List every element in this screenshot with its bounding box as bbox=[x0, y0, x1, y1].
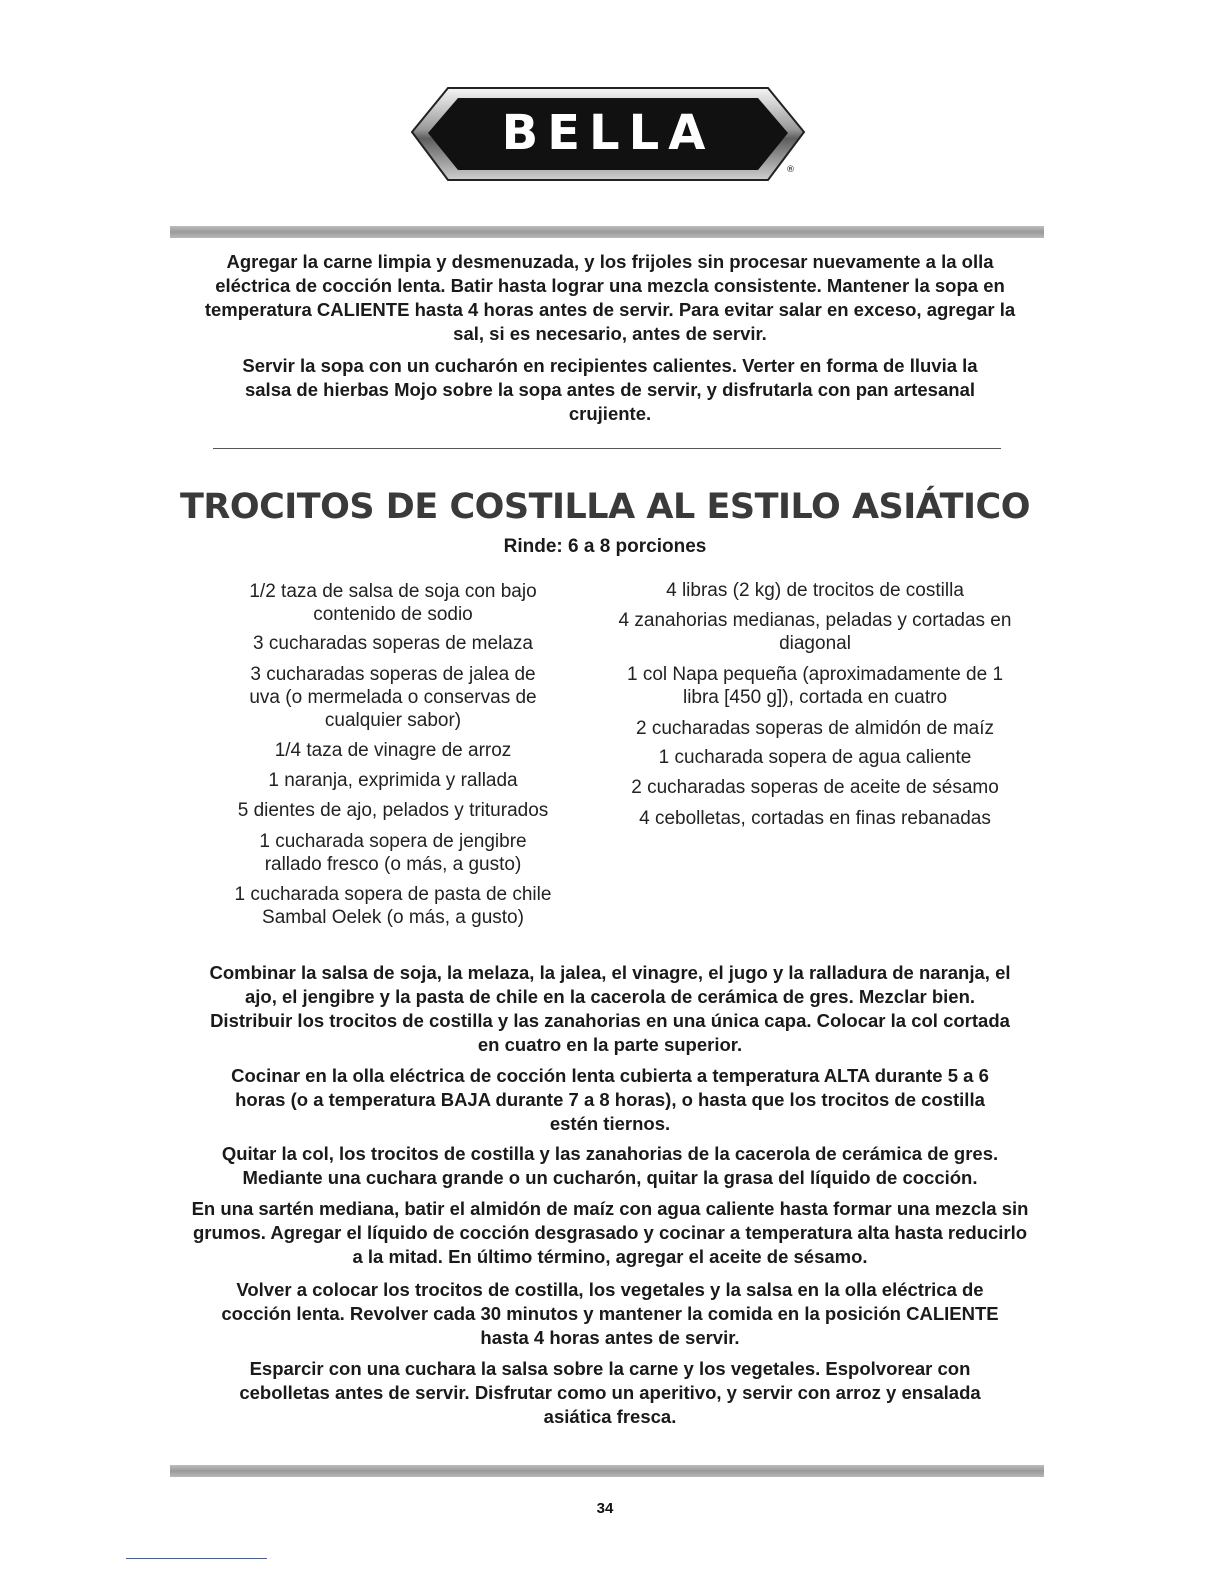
logo-badge bbox=[408, 80, 808, 190]
registered-mark: ® bbox=[786, 165, 795, 175]
ingredient-right-7: 4 cebolletas, cortadas en finas rebanadas bbox=[639, 808, 991, 829]
method-step-2: Cocinar en la olla eléctrica de cocción lenta cubierta a temperatura ALTA durante 5 a 6 horas (o a temperatura BAJA durante 7 a 8 horas), o hasta que los trocitos de costilla estén tiernos. bbox=[231, 1065, 989, 1134]
ingredient-left-4: 1/4 taza de vinagre de arroz bbox=[274, 740, 512, 761]
ingredient-right-3: 1 col Napa pequeña (aproximadamente de 1 libra [450 g]), cortada en cuatro bbox=[626, 664, 1004, 708]
ingredient-right-6: 2 cucharadas soperas de aceite de sésamo bbox=[631, 777, 999, 798]
recipe-yield: Rinde: 6 a 8 porciones bbox=[503, 536, 707, 557]
section-divider bbox=[213, 448, 1001, 449]
ingredient-left-6: 5 dientes de ajo, pelados y triturados bbox=[237, 800, 549, 821]
brand-logo bbox=[408, 80, 808, 190]
ingredient-left-3: 3 cucharadas soperas de jalea de uva (o mermelada o conservas de cualquier sabor) bbox=[249, 664, 537, 731]
ingredient-right-5: 1 cucharada sopera de agua caliente bbox=[658, 747, 972, 768]
logo-text: BELLA bbox=[501, 105, 715, 161]
ingredient-left-7: 1 cucharada sopera de jengibre rallado fresco (o más, a gusto) bbox=[259, 831, 527, 875]
method-step-4: En una sartén mediana, batir el almidón de maíz con agua caliente hasta formar una mezcla sin grumos. Agregar el líquido de cocción desgrasado y cocinar a temperatura alta hasta reducirlo a la mitad. En último término, agregar el aceite de sésamo. bbox=[191, 1198, 1029, 1267]
ingredient-right-4: 2 cucharadas soperas de almidón de maíz bbox=[635, 718, 995, 739]
method-step-6: Esparcir con una cuchara la salsa sobre la carne y los vegetales. Espolvorear con cebolletas antes de servir. Disfrutar como un aperitivo, y servir con arroz y ensalada asiática fresca. bbox=[239, 1358, 981, 1427]
ingredient-left-5: 1 naranja, exprimida y rallada bbox=[268, 770, 518, 791]
intro-paragraph-2: Servir la sopa con un cucharón en recipientes calientes. Verter en forma de lluvia la salsa de hierbas Mojo sobre la sopa antes de servir, y disfrutarla con pan artesanal crujiente. bbox=[242, 355, 978, 424]
ingredient-right-2: 4 zanahorias medianas, peladas y cortadas en diagonal bbox=[618, 610, 1012, 654]
recipe-title: TROCITOS DE COSTILLA AL ESTILO ASIÁTICO bbox=[180, 487, 1030, 527]
method-step-1: Combinar la salsa de soja, la melaza, la jalea, el vinagre, el jugo y la ralladura de naranja, el ajo, el jengibre y la pasta de chile en la cacerola de cerámica de gres. Mezclar bien. Distribuir los trocitos de costilla y las zanahorias en una única capa. Colocar la col cortada en cuatro en la parte superior. bbox=[209, 962, 1011, 1055]
ingredient-left-8: 1 cucharada sopera de pasta de chile Sambal Oelek (o más, a gusto) bbox=[234, 884, 552, 928]
footer-link-underline bbox=[126, 1558, 267, 1559]
intro-paragraph-1: Agregar la carne limpia y desmenuzada, y los frijoles sin procesar nuevamente a la olla eléctrica de cocción lenta. Batir hasta lograr una mezcla consistente. Mantener la sopa en temperatura CALIENTE hasta 4 horas antes de servir. Para evitar salar en exceso, agregar la sal, si es necesario, antes de servir. bbox=[204, 251, 1016, 344]
header-divider-bar bbox=[170, 226, 1044, 238]
page-number: 34 bbox=[596, 1500, 614, 1517]
ingredient-right-1: 4 libras (2 kg) de trocitos de costilla bbox=[666, 580, 964, 601]
footer-divider-bar bbox=[170, 1465, 1044, 1477]
method-step-3: Quitar la col, los trocitos de costilla y las zanahorias de la cacerola de cerámica de gres. Mediante una cuchara grande o un cucharón, quitar la grasa del líquido de cocción. bbox=[221, 1143, 999, 1188]
ingredient-left-1: 1/2 taza de salsa de soja con bajo contenido de sodio bbox=[249, 581, 537, 625]
ingredient-left-2: 3 cucharadas soperas de melaza bbox=[253, 633, 533, 654]
method-step-5: Volver a colocar los trocitos de costilla, los vegetales y la salsa en la olla eléctrica de cocción lenta. Revolver cada 30 minutos y mantener la comida en la posición CALIENTE hasta 4 horas antes de servir. bbox=[221, 1279, 999, 1348]
